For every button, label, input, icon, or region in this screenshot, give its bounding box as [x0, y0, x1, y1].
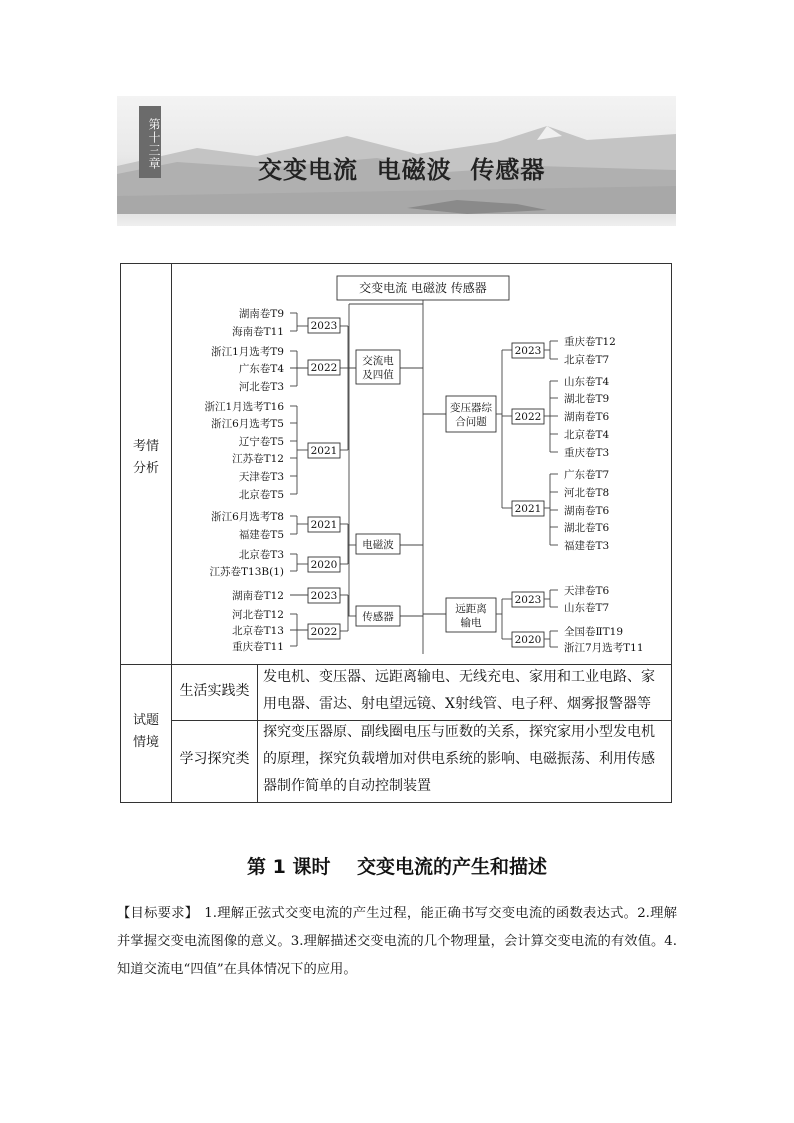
- leaf: 江苏卷T12: [232, 453, 284, 465]
- leaf: 海南卷T11: [232, 326, 284, 338]
- topic-ac-line2: 及四值: [362, 369, 394, 381]
- leaf: 湖南卷T9: [238, 308, 284, 320]
- leaf: 重庆卷T3: [564, 447, 610, 459]
- leaf: 辽宁卷T5: [238, 436, 284, 448]
- lesson-title: 第 1 课时 交变电流的产生和描述: [247, 856, 547, 878]
- year-em-2021: 2021: [310, 519, 338, 531]
- leaf: 重庆卷T11: [232, 641, 284, 653]
- life-practice-text: 发电机、变压器、远距离输电、无线充电、家用和工业电路、家用电器、雷达、射电望远镜、X射线管、电子秤、烟雾报警器等: [263, 669, 655, 712]
- topic-sensor: 传感器: [362, 611, 394, 623]
- leaf: 湖南卷T6: [564, 411, 610, 423]
- leaf: 全国卷ⅡT19: [564, 626, 624, 638]
- leaf: 湖北卷T6: [564, 522, 610, 534]
- leaf: 福建卷T5: [238, 529, 284, 541]
- leaf: 河北卷T3: [238, 381, 284, 393]
- year-sensor-2023: 2023: [310, 590, 338, 602]
- leaf: 山东卷T4: [564, 376, 610, 388]
- study-explore-text: 探究变压器原、副线圈电压与匝数的关系，探究家用小型发电机的原理，探究负载增加对供电系统的影响、电磁振荡、利用传感器制作简单的自动控制装置: [263, 724, 655, 794]
- leaf: 重庆卷T12: [564, 336, 616, 348]
- year-sensor-2022: 2022: [310, 626, 338, 638]
- leaf: 湖南卷T12: [232, 590, 284, 602]
- topic-transformer-line2: 合问题: [455, 416, 487, 428]
- chapter-title: 交变电流 电磁波 传感器: [258, 156, 546, 184]
- topic-transformer-line1: 变压器综: [450, 402, 492, 414]
- topic-ac-line1: 交流电: [362, 355, 394, 367]
- year-ac-2023: 2023: [310, 320, 338, 332]
- map-root: 交变电流 电磁波 传感器: [359, 281, 487, 295]
- leaf: 北京卷T5: [238, 489, 284, 501]
- knowledge-mind-map: [172, 264, 672, 664]
- leaf: 浙江1月选考T9: [211, 346, 284, 358]
- leaf: 北京卷T4: [564, 429, 610, 441]
- year-tr-2022: 2022: [514, 411, 542, 423]
- topic-transmission-line1: 远距离: [455, 603, 487, 615]
- row-label-context: 试题情境: [132, 713, 159, 750]
- study-explore-label: 学习探究类: [179, 751, 250, 767]
- leaf: 福建卷T3: [564, 540, 610, 552]
- leaf: 浙江1月选考T16: [204, 401, 284, 413]
- topic-em: 电磁波: [362, 539, 394, 551]
- leaf: 北京卷T7: [564, 354, 610, 366]
- year-em-2020: 2020: [310, 559, 338, 571]
- leaf: 广东卷T7: [564, 469, 610, 481]
- leaf: 广东卷T4: [238, 363, 284, 375]
- leaf: 湖南卷T6: [564, 505, 610, 517]
- year-tx-2023: 2023: [514, 594, 542, 606]
- leaf: 山东卷T7: [564, 602, 610, 614]
- year-ac-2021: 2021: [310, 445, 338, 457]
- topic-transmission-line2: 输电: [460, 617, 482, 629]
- chapter-tab: 第十三章: [139, 106, 161, 178]
- leaf: 江苏卷T13B(1): [209, 566, 284, 578]
- year-tr-2023: 2023: [514, 345, 542, 357]
- leaf: 浙江6月选考T5: [211, 418, 284, 430]
- life-practice-label: 生活实践类: [179, 683, 250, 699]
- year-ac-2022: 2022: [310, 362, 338, 374]
- leaf: 浙江7月选考T11: [564, 642, 644, 654]
- leaf: 浙江6月选考T8: [211, 511, 284, 523]
- leaf: 天津卷T6: [564, 585, 610, 597]
- leaf: 河北卷T12: [232, 609, 284, 621]
- goal-label: 【目标要求】: [117, 906, 199, 921]
- row-label-analysis: 考情分析: [132, 439, 159, 476]
- leaf: 北京卷T13: [232, 625, 284, 637]
- leaf: 河北卷T8: [564, 487, 610, 499]
- leaf: 北京卷T3: [238, 549, 284, 561]
- leaf: 湖北卷T9: [564, 393, 610, 405]
- learning-goals: [117, 900, 677, 984]
- year-tx-2020: 2020: [514, 634, 542, 646]
- year-tr-2021: 2021: [514, 503, 542, 515]
- leaf: 天津卷T3: [238, 471, 284, 483]
- goal-text: 1.理解正弦式交变电流的产生过程，能正确书写交变电流的函数表达式。2.理解并掌握交变电流图像的意义。3.理解描述交变电流的几个物理量，会计算交变电流的有效值。4.知道交流电“四值”在具体情况下的应用。: [117, 906, 678, 977]
